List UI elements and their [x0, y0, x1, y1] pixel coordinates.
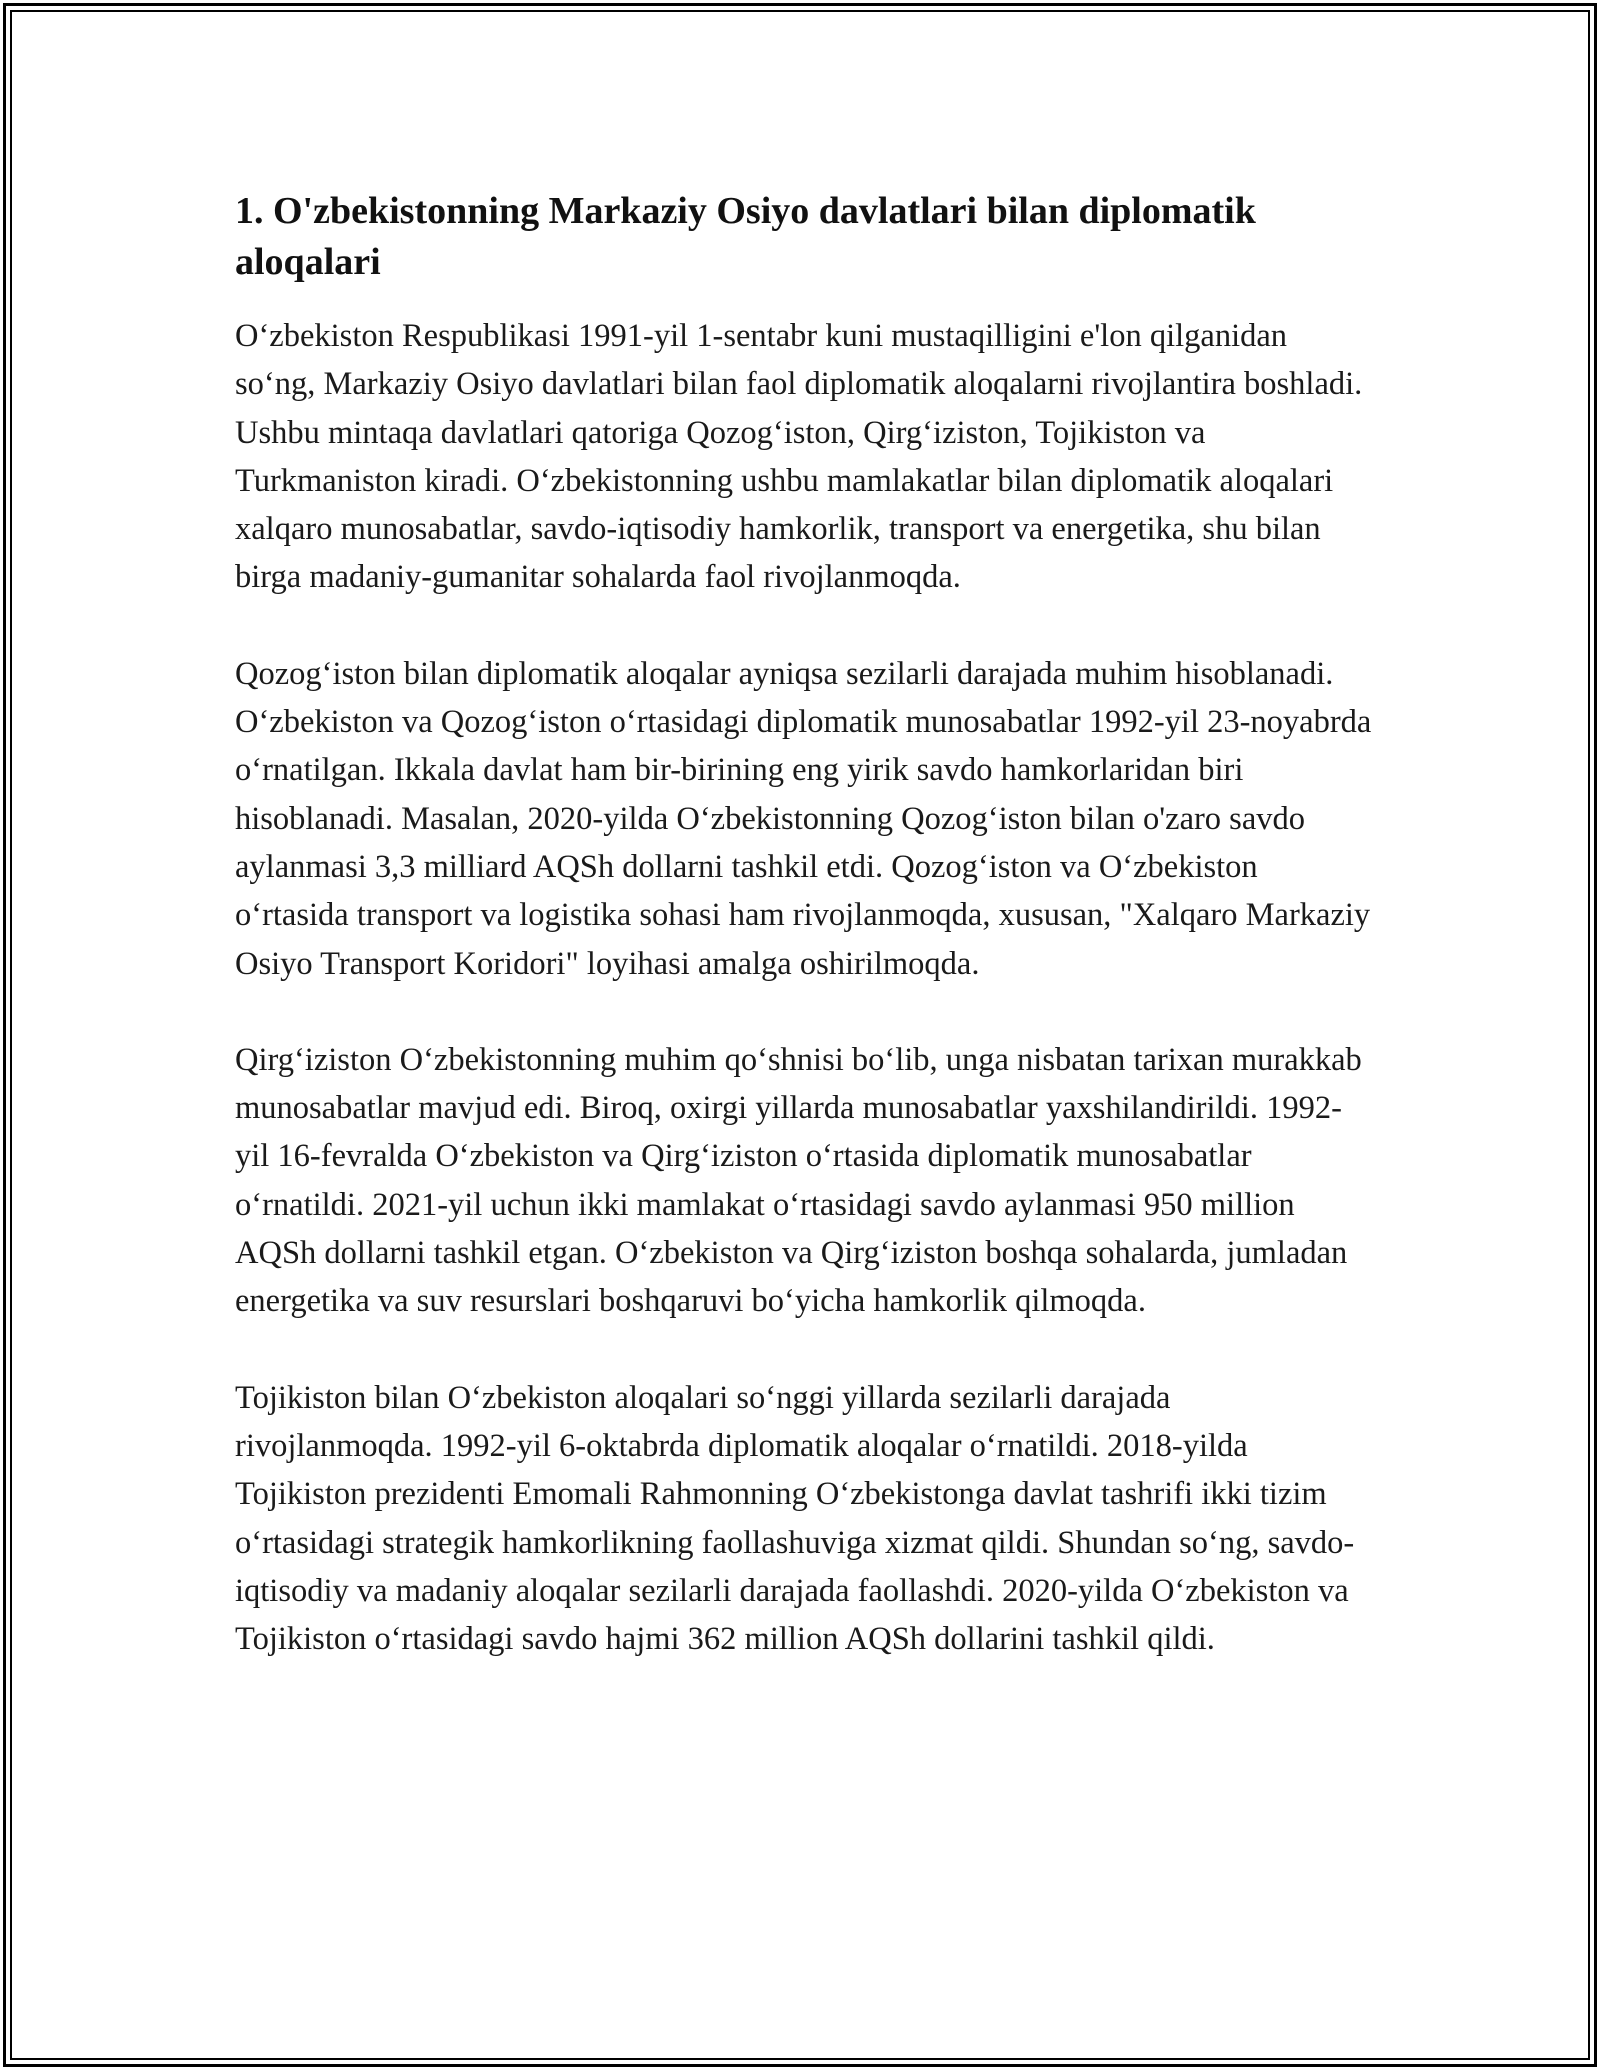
paragraph-kyrgyzstan: Qirg‘iziston O‘zbekistonning muhim qo‘shnisi bo‘lib, unga nisbatan tarixan murakkab munosabatlar mavjud edi. Biroq, oxirgi yillarda munosabatlar yaxshilandirildi. 1992-yil 16-fevralda O‘zbekiston va Qirg‘iziston o‘rtasida diplomatik munosabatlar o‘rnatildi. 2021-yil uchun ikki mamlakat o‘rtasidagi savdo aylanmasi 950 million AQSh dollarni tashkil etgan. O‘zbekiston va Qirg‘iziston boshqa sohalarda, jumladan energetika va suv resurslari boshqaruvi bo‘yicha hamkorlik qilmoqda.	[235, 1041, 1362, 1320]
paragraph-tajikistan: Tojikiston bilan O‘zbekiston aloqalari so‘nggi yillarda sezilarli darajada rivojlanmoqda. 1992-yil 6-oktabrda diplomatik aloqalar o‘rnatildi. 2018-yilda Tojikiston prezidenti Emomali Rahmonning O‘zbekistonga davlat tashrifi ikki tizim o‘rtasidagi strategik hamkorlikning faollashuviga xizmat qildi. Shundan so‘ng, savdo-iqtisodiy va madaniy aloqalar sezilarli darajada faollashdi. 2020-yilda O‘zbekiston va Tojikiston o‘rtasidagi savdo hajmi 362 million AQSh dollarini tashkil qildi.	[235, 1379, 1355, 1658]
paragraph-intro: O‘zbekiston Respublikasi 1991-yil 1-sentabr kuni mustaqilligini e'lon qilganidan so‘ng, Markaziy Osiyo davlatlari bilan faol diplomatik aloqalarni rivojlantira boshladi. Ushbu mintaqa davlatlari qatoriga Qozog‘iston, Qirg‘iziston, Tojikiston va Turkmaniston kiradi. O‘zbekistonning ushbu mamlakatlar bilan diplomatik aloqalari xalqaro munosabatlar, savdo-iqtisodiy hamkorlik, transport va energetika, shu bilan birga madaniy-gumanitar sohalarda faol rivojlanmoqda.	[235, 318, 1363, 596]
paragraph-kazakhstan: Qozog‘iston bilan diplomatik aloqalar ayniqsa sezilarli darajada muhim hisoblanadi. O‘zbekiston va Qozog‘iston o‘rtasidagi diplomatik munosabatlar 1992-yil 23-noyabrda o‘rnatilgan. Ikkala davlat ham bir-birining eng yirik savdo hamkorlaridan biri hisoblanadi. Masalan, 2020-yilda O‘zbekistonning Qozog‘iston bilan o'zaro savdo aylanmasi 3,3 milliard AQSh dollarni tashkil etdi. Qozog‘iston va O‘zbekiston o‘rtasida transport va logistika sohasi ham rivojlanmoqda, xususan, "Xalqaro Markaziy Osiyo Transport Koridori" loyihasi amalga oshirilmoqda.	[235, 655, 1372, 982]
document-body	[235, 186, 1375, 1711]
document-title: 1. O'zbekistonning Markaziy Osiyo davlatlari bilan diplomatik aloqalari	[235, 190, 1256, 283]
